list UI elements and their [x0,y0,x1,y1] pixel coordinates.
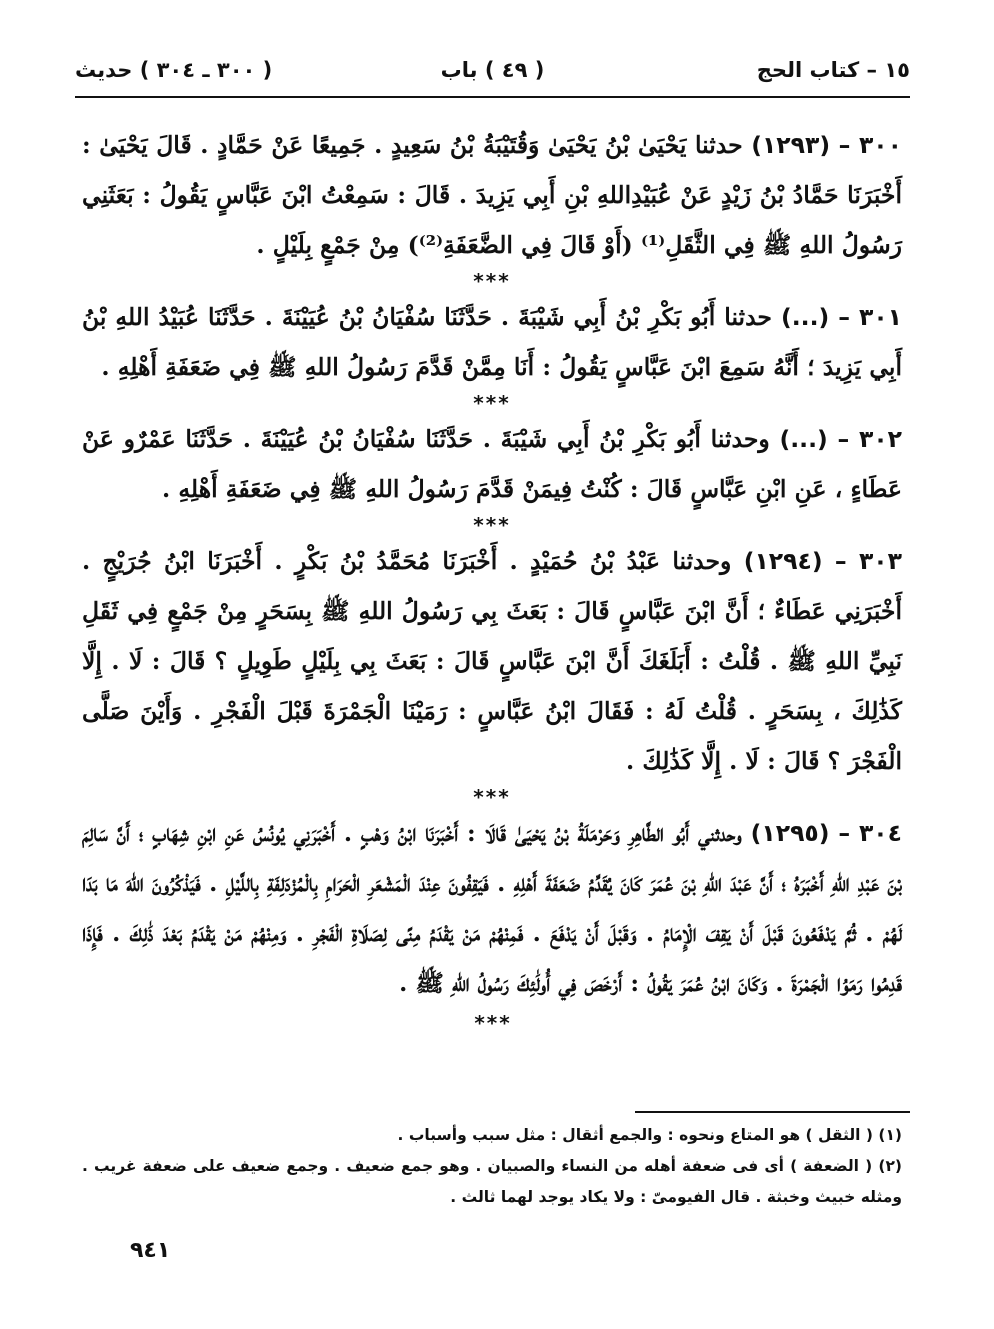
hadith-text: وحدثني أَبُو الطَّاهِرِ وَحَرْمَلَةُ بْنُ يَحْيَىٰ قَالَا : أَخْبَرَنَا ابْنُ وَهْبٍ . أَخْبَرَنِي يُونُسُ عَنِ ابْنِ شِهَابٍ ؛ أَنَّ سَالِمَ بْنَ عَبْدِ اللهِ أَخْبَرَهُ ؛ أَنَّ عَبْدَ اللهِ بْنَ عُمَرَ كَانَ يُقَدِّمُ ضَعَفَةَ أَهْلِهِ . فَيَقِفُونَ عِنْدَ الْمَشْعَرِ الْحَرَامِ بِالْمُزْدَلِفَةِ بِاللَّيْلِ . فَيَذْكُرُونَ اللهَ مَا بَدَا لَهُمْ . ثُمَّ يَدْفَعُونَ قَبْلَ أَنْ يَقِفَ الْإِمَامُ . وَقَبْلَ أَنْ يَدْفَعَ . فَمِنْهُمْ مَنْ يَقْدَمُ مِنًى لِصَلَاةِ الْفَجْرِ . وَمِنْهُمْ مَنْ يَقْدَمُ بَعْدَ ذَٰلِكَ . فَإِذَا قَدِمُوا رَمَوُا الْجَمْرَةَ . وَكَانَ ابْنُ عُمَرَ يَقُولُ : أَرْخَصَ فِي أُولَٰئِكَ رَسُولُ اللهِ ﷺ . [82,819,902,997]
running-header [75,58,910,94]
hadith-301 [82,292,902,392]
footnote-divider [635,1111,910,1113]
hadith-text: وحدثنا أَبُو بَكْرِ بْنُ أَبِي شَيْبَةَ . حَدَّثَنَا سُفْيَانُ بْنُ عُيَيْنَةَ . حَدَّثَنَا عَمْرٌو عَنْ عَطَاءٍ ، عَنِ ابْنِ عَبَّاسٍ قَالَ : كُنْتُ فِيمَنْ قَدَّمَ رَسُولُ اللهِ ﷺ فِي ضَعَفَةِ أَهْلِهِ . [82,425,902,503]
footnote-2: (٢) ( الضعفة ) أى فى ضعفة أهله من النساء والصبيان . وهو جمع ضعيف . وجمع ضعيف على ضعفة غريب . ومثله خبيث وخبثة . قال الفيومىّ : ولا يكاد يوجد لهما ثالث . [82,1157,902,1206]
hadith-302 [82,414,902,514]
header-book-title: ١٥ – كتاب الحج [756,58,910,82]
footnotes [82,1120,902,1213]
page-number: ٩٤١ [130,1238,171,1263]
separator-stars: *** [473,391,511,415]
hadith-number: ٣٠٢ – (...) [779,425,903,453]
separator-stars: *** [473,513,511,537]
hadith-303 [82,536,902,786]
header-divider [75,96,910,98]
end-mark: * * * [474,1011,510,1035]
separator-stars: *** [473,785,511,809]
hadith-text: حدثنا يَحْيَىٰ بْنُ يَحْيَىٰ وَقُتَيْبَةُ بْنُ سَعِيدٍ . جَمِيعًا عَنْ حَمَّادٍ . قَالَ يَحْيَىٰ : أَخْبَرَنَا حَمَّادُ بْنُ زَيْدٍ عَنْ عُبَيْدِاللهِ بْنِ أَبِي يَزِيدَ . قَالَ : سَمِعْتُ ابْنَ عَبَّاسٍ يَقُولُ : بَعَثَنِي رَسُولُ اللهِ ﷺ فِي الثَّقَلِ⁽¹⁾ (أَوْ قَالَ فِي الضَّعَفَةِ⁽²⁾) مِنْ جَمْعٍ بِلَيْلٍ . [82,131,902,259]
hadith-300 [82,120,902,270]
separator-stars: *** [473,269,511,293]
hadith-number: ٣٠٠ – (١٢٩٣) [751,131,902,159]
hadith-number: ٣٠٣ – (١٢٩٤) [743,547,902,575]
main-text [82,120,902,1038]
header-hadith-range: ( ٣٠٠ ـ ٣٠٤ ) حديث [75,58,273,82]
hadith-304 [82,808,902,1008]
hadith-number: ٣٠١ – (...) [780,303,903,331]
hadith-number: ٣٠٤ – (١٢٩٥) [750,819,902,847]
hadith-text: وحدثنا عَبْدُ بْنُ حُمَيْدٍ . أَخْبَرَنَا مُحَمَّدُ بْنُ بَكْرٍ . أَخْبَرَنَا ابْنُ جُرَيْجٍ . أَخْبَرَنِي عَطَاءٌ ؛ أَنَّ ابْنَ عَبَّاسٍ قَالَ : بَعَثَ بِي رَسُولُ اللهِ ﷺ بِسَحَرٍ مِنْ جَمْعٍ فِي ثَقَلِ نَبِيِّ اللهِ ﷺ . قُلْتُ : أَبَلَغَكَ أَنَّ ابْنَ عَبَّاسٍ قَالَ : بَعَثَ بِي بِلَيْلٍ طَوِيلٍ ؟ قَالَ : لَا . إِلَّا كَذَٰلِكَ ، بِسَحَرٍ . قُلْتُ لَهُ : فَقَالَ ابْنُ عَبَّاسٍ : رَمَيْنَا الْجَمْرَةَ قَبْلَ الْفَجْرِ . وَأَيْنَ صَلَّى الْفَجْرَ ؟ قَالَ : لَا . إِلَّا كَذَٰلِكَ . [82,547,902,775]
header-chapter: ( ٤٩ ) باب [440,58,545,82]
hadith-text: حدثنا أَبُو بَكْرِ بْنُ أَبِي شَيْبَةَ . حَدَّثَنَا سُفْيَانُ بْنُ عُيَيْنَةَ . حَدَّثَنَا عُبَيْدُ اللهِ بْنُ أَبِي يَزِيدَ ؛ أَنَّهُ سَمِعَ ابْنَ عَبَّاسٍ يَقُولُ : أَنَا مِمَّنْ قَدَّمَ رَسُولُ اللهِ ﷺ فِي ضَعَفَةِ أَهْلِهِ . [82,303,902,381]
footnote-1: (١) ( الثقل ) هو المتاع ونحوه : والجمع أثقال : مثل سبب وأسباب . [397,1126,902,1144]
